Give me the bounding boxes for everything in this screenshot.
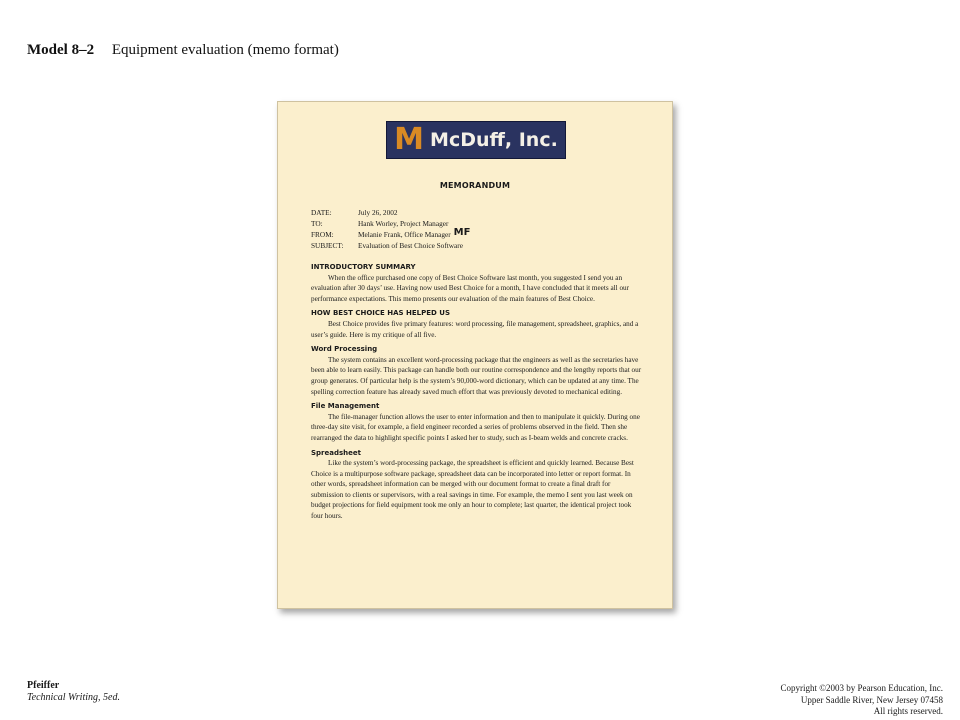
copyright-line: All rights reserved. (873, 706, 943, 716)
memo-body (311, 262, 644, 522)
section-paragraph: Like the system’s word-processing package, the spreadsheet is efficient and quickly learned. Because Best Choice is a multipurpose software package, spreadsheet data can be incorporated into letter or report format. In other words, spreadsheet information can be merged with our document format to create a final draft for submission to clients or supervisors, with a real savings in time. For example, the memo I sent you last week on budget projections for field equipment took me only an hour to complete; last quarter, the identical project took four hours. (311, 459, 634, 521)
section-heading-spreadsheet: Spreadsheet (311, 448, 361, 457)
footer-source (27, 680, 120, 704)
memo-page (277, 101, 673, 609)
section-heading-word-processing: Word Processing (311, 345, 378, 354)
logo-mark: M (394, 122, 425, 157)
slide-title (27, 42, 339, 59)
company-logo (386, 121, 566, 159)
section-heading-how-best-choice: HOW BEST CHOICE HAS HELPED US (311, 309, 450, 318)
section-paragraph: The system contains an excellent word-processing package that the engineers as well as the secretaries have been able to learn easily. This package can handle both our routine correspondence and the lengthy reports that our group generates. Of particular help is the system’s 90,000-word dictionary, which can be updated at any time. The spelling correction feature has already saved much effort that was previously devoted to mechanical editing. (311, 355, 642, 396)
memo-header-subject (311, 240, 470, 251)
logo-name: McDuff, Inc. (430, 128, 558, 151)
footer-copyright (780, 683, 943, 718)
slide-title-text: Equipment evaluation (memo format) (111, 42, 339, 58)
section-paragraph: When the office purchased one copy of Best Choice Software last month, you suggested I send you an evaluation after 30 days’ use. Having now used Best Choice for a month, I have concluded that it meets all our performance expectations. This memo presents our evaluation of the main features of Best Choice. (311, 273, 630, 303)
section-paragraph: The file-manager function allows the user to enter information and then to manipulate it quickly. During one three-day site visit, for example, a field engineer recorded a series of problems observed in the field. Then she rearranged the data to highlight specific points I asked her to study, such as I-beam welds and concrete cracks. (311, 412, 640, 442)
header-key: FROM: (311, 230, 334, 239)
header-value: July 26, 2002 (358, 208, 398, 217)
section-heading-introductory-summary: INTRODUCTORY SUMMARY (311, 263, 416, 271)
memo-header-from (311, 229, 470, 240)
footer-author: Pfeiffer (27, 680, 60, 691)
memo-header-date (311, 207, 470, 218)
header-value: Evaluation of Best Choice Software (358, 241, 463, 250)
header-key: TO: (311, 219, 323, 228)
section-paragraph: Best Choice provides five primary features: word processing, file management, spreadsheet, graphics, and a user’s guide. Here is my critique of all five. (311, 319, 639, 339)
memo-header-block (311, 207, 470, 251)
copyright-line: Copyright ©2003 by Pearson Education, Inc. (780, 683, 943, 693)
sender-initials: MF (453, 227, 471, 238)
header-key: SUBJECT: (311, 241, 344, 250)
memo-heading: MEMORANDUM (439, 181, 511, 190)
header-value: Melanie Frank, Office Manager (358, 230, 451, 239)
header-value: Hank Worley, Project Manager (358, 219, 449, 228)
memo-header-to (311, 218, 470, 229)
copyright-line: Upper Saddle River, New Jersey 07458 (800, 694, 943, 705)
footer-book-title: Technical Writing, 5ed. (27, 692, 120, 703)
slide-title-label: Model 8–2 (27, 42, 95, 58)
section-heading-file-management: File Management (311, 402, 380, 411)
header-key: DATE: (311, 208, 332, 217)
